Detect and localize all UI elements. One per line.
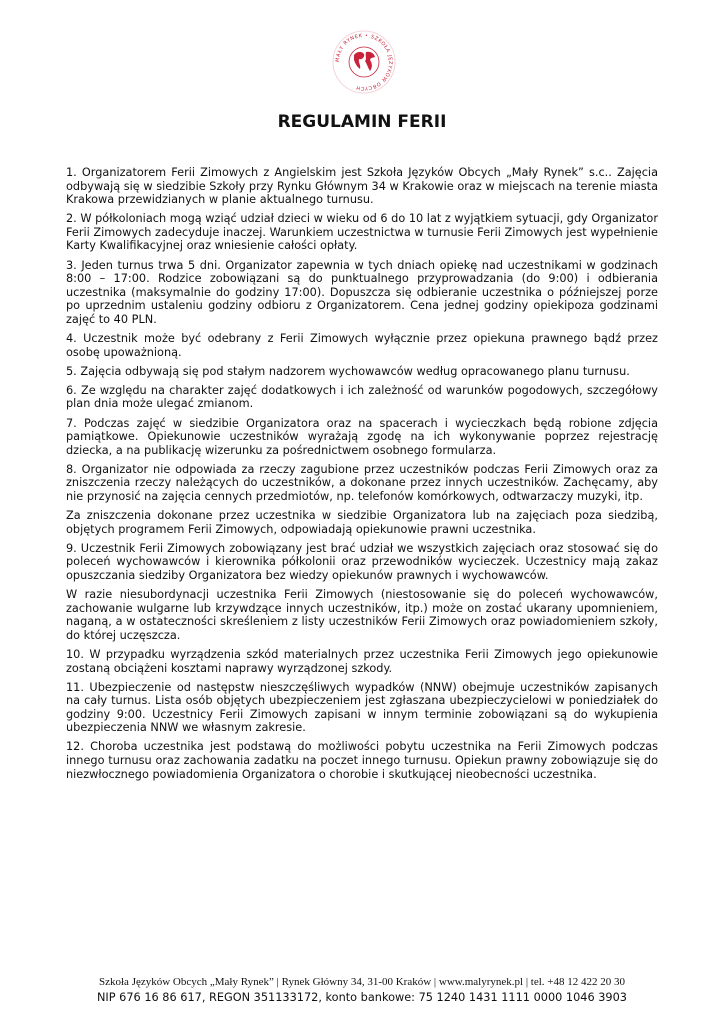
paragraph: 11. Ubezpieczenie od następstw nieszczęśliwych wypadków (NNW) obejmuje uczestników zapisanych na cały turnus. Lista osób objętych ubezpieczeniem jest zgłaszana ubezpieczycielowi w poniedziałek do godziny 9:00. Uczestnicy Ferii Zimowych zapisani w innym terminie zobowiązani są do wykupienia ubezpieczenia NNW we własnym zakresie. — [66, 680, 658, 735]
document-title: REGULAMIN FERII — [277, 112, 447, 132]
paragraph: 4. Uczestnik może być odebrany z Ferii Zimowych wyłącznie przez opiekuna prawnego bądź przez osobę upoważnioną. — [66, 332, 658, 359]
paragraph: 9. Uczestnik Ferii Zimowych zobowiązany jest brać udział we wszystkich zajęciach oraz stosować się do poleceń wychowawców i kierownika półkolonii oraz przewodników wycieczek. Uczestnicy mają zakaz opuszczania siedziby Organizatora bez wiedzy opiekunów prawnych i wychowawców. — [66, 541, 658, 582]
paragraph: 7. Podczas zajęć w siedzibie Organizatora oraz na spacerach i wycieczkach będą robione zdjęcia pamiątkowe. Opiekunowie uczestników wyrażają zgodę na ich wykonywanie poprzez rejestrację dziecka, a na publikację wizerunku za pośrednictwem osobnego formularza. — [66, 416, 658, 457]
school-logo — [332, 30, 396, 94]
paragraph: 2. W półkoloniach mogą wziąć udział dzieci w wieku od 6 do 10 lat z wyjątkiem sytuacji, gdy Organizator Ferii Zimowych zadecyduje inaczej. Warunkiem uczestnictwa w turnusie Ferii Zimowych jest wypełnienie Karty Kwalifikacyjnej oraz wniesienie całości opłaty. — [66, 212, 658, 253]
logo-ring-text: MAŁY RYNEK • SZKOŁA JĘZYKÓW OBCYCH — [334, 32, 394, 92]
paragraph: 8. Organizator nie odpowiada za rzeczy zagubione przez uczestników podczas Ferii Zimowych oraz za zniszczenia rzeczy należących do uczestników, a dokonane przez innych uczestników. Zachęcamy, aby nie przynosić na zajęcia cennych przedmiotów, np. telefonów komórkowych, odtwarzaczy muzyki, itp. — [66, 462, 658, 503]
paragraph: 10. W przypadku wyrządzenia szkód materialnych przez uczestnika Ferii Zimowych jego opiekunowie zostaną obciążeni kosztami naprawy wyrządzonej szkody. — [66, 647, 658, 675]
footer-contact: Szkoła Języków Obcych „Mały Rynek” | Rynek Główny 34, 31-00 Kraków | www.malyrynek.pl | tel. +48 12 422 20 30 — [99, 976, 625, 988]
paragraph: W razie niesubordynacji uczestnika Ferii Zimowych (niestosowanie się do poleceń wychowawców, zachowanie wulgarne lub krzywdzące innych uczestników, itp.) może on zostać ukarany upomnieniem, naganą, a w ostateczności skreśleniem z listy uczestników Ferii Zimowych oraz powiadomieniem szkoły, do której uczęszcza. — [66, 588, 658, 642]
paragraph: 1. Organizatorem Ferii Zimowych z Angielskim jest Szkoła Języków Obcych „Mały Rynek” s.c.. Zajęcia odbywają się w siedzibie Szkoły przy Rynku Głównym 34 w Krakowie oraz w miejscach na terenie miasta Krakowa przewidzianych w planie aktualnego turnusu. — [66, 166, 658, 207]
footer-company-info: NIP 676 16 86 617, REGON 351133172, konto bankowe: 75 1240 1431 1111 0000 1046 3903 — [96, 991, 627, 1004]
paragraph: 5. Zajęcia odbywają się pod stałym nadzorem wychowawców według opracowanego planu turnusu. — [66, 364, 630, 378]
globe-seal-icon — [332, 30, 396, 94]
paragraph: 6. Ze względu na charakter zajęć dodatkowych i ich zależność od warunków pogodowych, szczegółowy plan dnia może ulegać zmianom. — [66, 383, 658, 411]
paragraph: 3. Jeden turnus trwa 5 dni. Organizator zapewnia w tych dniach opiekę nad uczestnikami w godzinach 8:00 – 17:00. Rodzice zobowiązani są do punktualnego przyprowadzania (do 9:00) i odbierania uczestnika (maksymalnie do godziny 17:00). Dopuszcza się odbieranie uczestnika o późniejszej porze po uprzednim ustaleniu godziny odbioru z Organizatorem. Cena jednej godziny opiekipoza godzinami zajęć to 40 PLN. — [66, 258, 658, 326]
regulations-body — [66, 166, 658, 787]
paragraph: 12. Choroba uczestnika jest podstawą do możliwości pobytu uczestnika na Ferii Zimowych podczas innego turnusu oraz zachowania zadatku na poczet innego turnusu. Opiekun prawny zobowiązuje się do niezwłocznego powiadomienia Organizatora o chorobie i skutkującej nieobecności uczestnika. — [66, 740, 658, 781]
paragraph: Za zniszczenia dokonane przez uczestnika w siedzibie Organizatora lub na zajęciach poza siedzibą, objętych programem Ferii Zimowych, odpowiadają opiekunowie prawni uczestnika. — [66, 509, 658, 536]
